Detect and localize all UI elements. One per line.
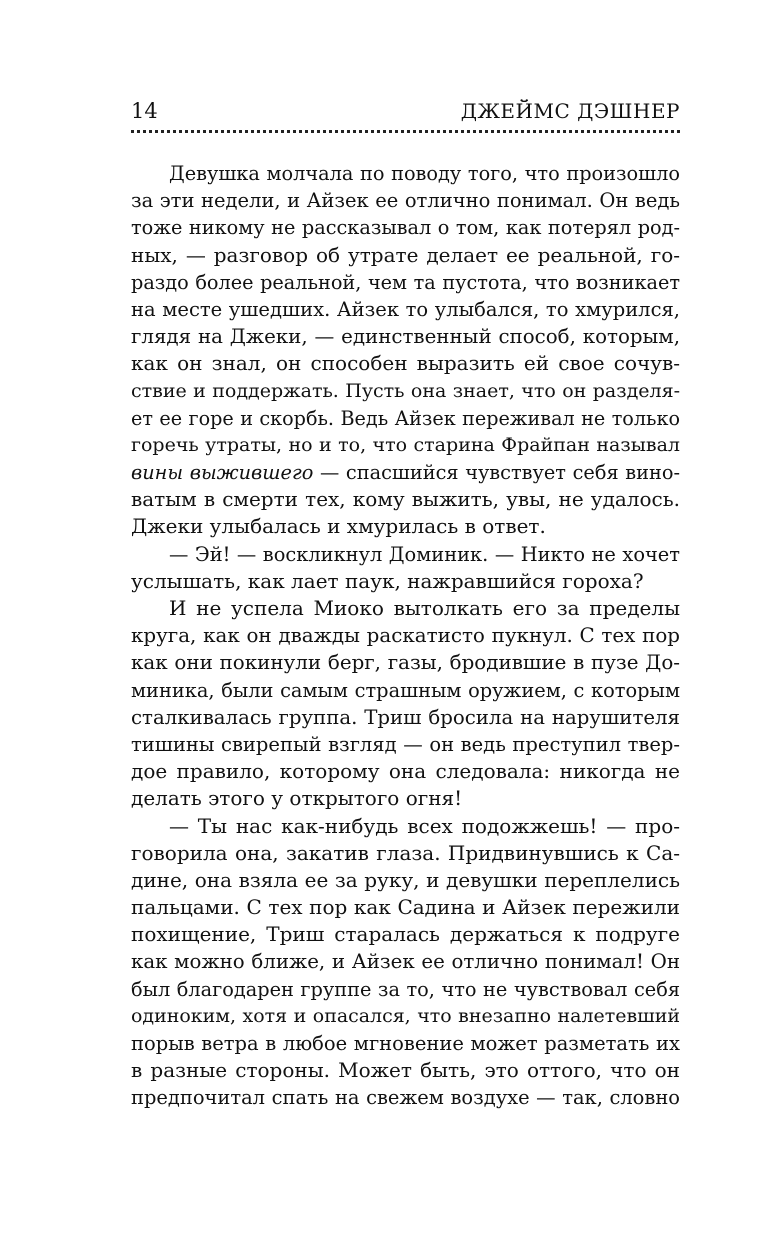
text-line: Девушка молчала по поводу того, что произошло (169, 162, 680, 185)
text-span: — спасшийся чувствует себя вино- (313, 461, 680, 485)
text-line: как он знал, он способен выразить ей свое сочув- (131, 351, 680, 376)
text-line: одиноким, хотя и опасался, что внезапно налетевший (131, 1004, 680, 1027)
text-line: предпочитал спать на свежем воздухе — так, словно (131, 1086, 680, 1110)
text-line: сталкивалась группа. Триш бросила на нарушителя (131, 705, 680, 729)
body-text (131, 160, 680, 1112)
text-line: ватым в смерти тех, кому выжить, увы, не удалось. (131, 487, 680, 512)
text-line: И не успела Миоко вытолкать его за пределы (169, 596, 680, 620)
text-line: Джеки улыбалась и хмурилась в ответ. (131, 514, 546, 539)
text-line: — Эй! — воскликнул Доминик. — Никто не хочет (169, 542, 680, 566)
text-line: — Ты нас как-нибудь всех подожжешь! — про- (169, 813, 680, 838)
page-number: 14 (131, 99, 158, 123)
text-line: ных, — разговор об утрате делает ее реальной, го- (131, 242, 680, 267)
text-line: на месте ушедших. Айзек то улыбался, то хмурился, (131, 297, 680, 321)
page-header (131, 98, 680, 128)
text-line: глядя на Джеки, — единственный способ, которым, (131, 325, 680, 349)
text-line: ствие и поддержать. Пусть она знает, что он разделя- (131, 379, 680, 402)
text-line: услышать, как лает паук, нажравшийся гороха? (131, 568, 644, 593)
text-line: раздо более реальной, чем та пустота, что возникает (131, 270, 680, 294)
text-line: говорила она, закатив глаза. Придвинувшись к Са- (131, 840, 680, 865)
text-line: ет ее горе и скорбь. Ведь Айзек переживал не только (131, 406, 680, 430)
text-line: в разные стороны. Может быть, это оттого, что он (131, 1058, 680, 1083)
text-line: похищение, Триш старалась держаться к подруге (131, 922, 680, 947)
text-line (131, 459, 680, 486)
italic-phrase: вины выжившего (131, 461, 314, 485)
text-line: как можно ближе, и Айзек ее отлично понимал! Он (131, 950, 680, 974)
text-line: за эти недели, и Айзек ее отлично понимал. Он ведь (131, 189, 680, 213)
text-line: дое правило, которому она следовала: никогда не (131, 759, 680, 784)
text-line: порыв ветра в любое мгновение может разметать их (131, 1032, 680, 1055)
running-head-author: ДЖЕЙМС ДЭШНЕР (460, 99, 680, 123)
text-line: делать этого у открытого огня! (131, 786, 463, 811)
text-line: дине, она взяла ее за руку, и девушки переплелись (131, 867, 680, 892)
text-line: как они покинули берг, газы, бродившие в пузе До- (131, 651, 680, 675)
text-line: миника, были самым страшным оружием, с которым (131, 678, 680, 702)
text-line: тишины свирепый взгляд — он ведь преступил твер- (131, 732, 680, 756)
text-line: пальцами. С тех пор как Садина и Айзек пережили (131, 895, 680, 920)
text-line: был благодарен группе за то, что не чувствовал себя (131, 977, 680, 1001)
header-dotted-rule (131, 130, 680, 133)
text-line: круга, как он дважды раскатисто пукнул. С тех пор (131, 624, 680, 648)
text-line: горечь утраты, но и то, что старина Фрайпан называл (131, 433, 680, 456)
text-line: тоже никому не рассказывал о том, как потерял род- (131, 216, 680, 240)
